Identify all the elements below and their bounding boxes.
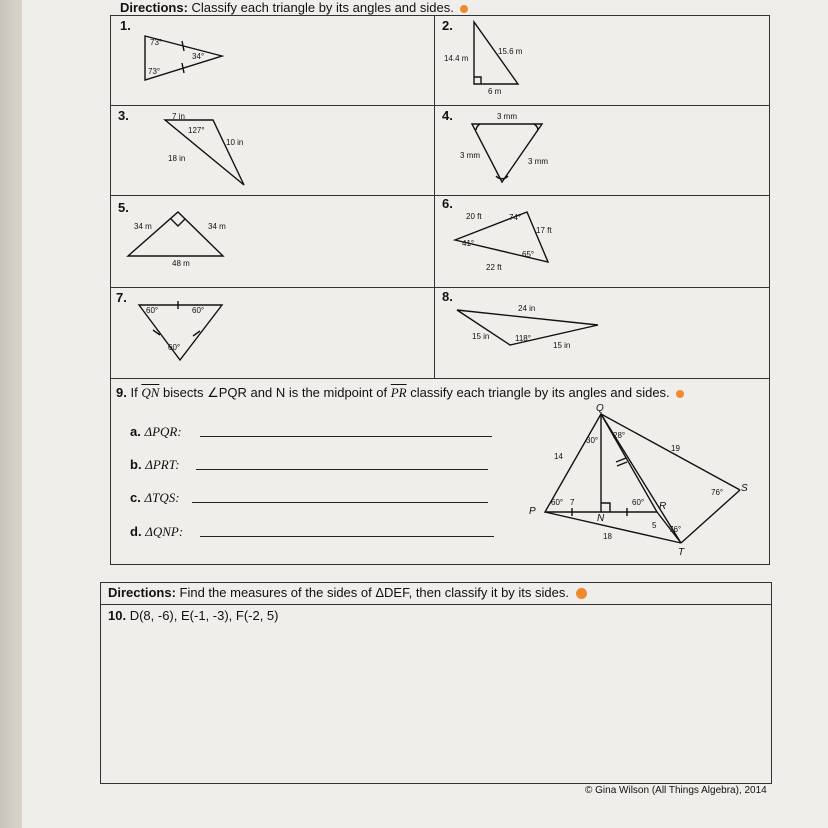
p6-side-22: 22 ft (486, 263, 502, 272)
p1-angle-73-bottom: 73° (148, 67, 161, 76)
q9-item-d-triangle: ΔQNP: (145, 524, 184, 539)
p8-side-24: 24 in (518, 304, 536, 313)
problem-2-number: 2. (442, 18, 453, 33)
problem-3-number: 3. (118, 108, 129, 123)
p1-angle-34: 34° (192, 52, 205, 61)
p4-side-right: 3 mm (528, 157, 548, 166)
directions-2-text: Find the measures of the sides of ΔDEF, then classify it by its sides. (179, 585, 569, 600)
fig9-Q: Q (596, 403, 604, 414)
p6-angle-65: 65° (522, 250, 535, 259)
q9-answer-line-a[interactable] (200, 436, 492, 437)
fig9-angle-76b: 76° (669, 525, 682, 534)
fig9-angle-76a: 76° (711, 488, 724, 497)
p2-side-6: 6 m (488, 87, 502, 96)
triangle-5 (128, 212, 223, 256)
problem-7-number: 7. (116, 290, 127, 305)
q9-text-pre: If (130, 385, 138, 400)
q9-answer-line-c[interactable] (192, 502, 488, 503)
problem-10-divider (100, 604, 772, 605)
fig9-angle-60a: 60° (551, 498, 564, 507)
q9-item-c (130, 490, 180, 506)
fig9-label-14: 14 (554, 452, 563, 461)
q9-text-mid: bisects ∠PQR and N is the midpoint of (163, 385, 388, 400)
q9-number: 9. (116, 385, 127, 400)
q9-item-a-triangle: ΔPQR: (144, 424, 182, 439)
problem-4-number: 4. (442, 108, 453, 123)
q10-points: D(8, -6), E(-1, -3), F(-2, 5) (129, 608, 279, 623)
p8-angle-118: 118° (515, 334, 531, 343)
q9-item-b-triangle: ΔPRT: (145, 457, 180, 472)
q9-item-b-label: b. (130, 457, 142, 472)
triangle-4 (472, 124, 542, 182)
q9-item-d (130, 524, 183, 540)
copyright-footer: © Gina Wilson (All Things Algebra), 2014 (585, 785, 767, 796)
q9-item-c-label: c. (130, 490, 141, 505)
p6-angle-74: 74° (509, 213, 522, 222)
q9-item-a-label: a. (130, 424, 141, 439)
figure-9 (545, 414, 740, 543)
fig9-T: T (678, 547, 685, 558)
fig9-label-18: 18 (603, 532, 612, 541)
p4-side-left: 3 mm (460, 151, 480, 160)
fig9-angle-28: 28° (613, 431, 626, 440)
orange-dot-icon (576, 588, 587, 599)
problem-6-number: 6. (442, 196, 453, 211)
p5-side-right: 34 m (208, 222, 226, 231)
question-10 (108, 608, 279, 623)
directions-2-heading (108, 585, 587, 600)
p3-side-18: 18 in (168, 154, 186, 163)
p1-angle-73-top: 73° (150, 38, 163, 47)
fig9-N: N (597, 513, 605, 524)
p2-side-14-4: 14.4 m (444, 54, 469, 63)
q9-answer-line-d[interactable] (200, 536, 494, 537)
q10-number: 10. (108, 608, 127, 623)
q9-segment-qn: $\overline{QN}$ (141, 385, 160, 400)
q9-item-d-label: d. (130, 524, 142, 539)
p7-angle-bottom: 60° (168, 343, 181, 352)
q9-item-b (130, 457, 180, 473)
p6-side-20: 20 ft (466, 212, 482, 221)
p4-side-top: 3 mm (497, 112, 517, 121)
p3-side-10: 10 in (226, 138, 244, 147)
fig9-label-19: 19 (671, 444, 680, 453)
fig9-label-5: 5 (652, 521, 657, 530)
p5-side-base: 48 m (172, 259, 190, 268)
fig9-label-7: 7 (570, 498, 575, 507)
q9-item-c-triangle: ΔTQS: (144, 490, 180, 505)
p2-side-15-6: 15.6 m (498, 47, 523, 56)
p3-angle-127: 127° (188, 126, 205, 135)
problem-8-number: 8. (442, 289, 453, 304)
fig9-R: R (659, 501, 667, 512)
q9-answer-line-b[interactable] (196, 469, 488, 470)
q9-item-a (130, 424, 182, 440)
fig9-S: S (741, 483, 748, 494)
q10-work-area[interactable] (102, 628, 770, 782)
fig9-angle-60b: 60° (632, 498, 645, 507)
problem-5-number: 5. (118, 200, 129, 215)
orange-dot-icon (676, 390, 684, 398)
directions-label: Directions: (120, 0, 188, 15)
problem-1-number: 1. (120, 18, 131, 33)
question-9 (116, 385, 684, 401)
p5-side-left: 34 m (134, 222, 152, 231)
p8-side-15-right: 15 in (553, 341, 571, 350)
fig9-P: P (529, 506, 536, 517)
p7-angle-left: 60° (146, 306, 159, 315)
p8-side-15-left: 15 in (472, 332, 490, 341)
p3-side-7: 7 in (172, 112, 185, 121)
p7-angle-right: 60° (192, 306, 205, 315)
directions-text: Classify each triangle by its angles and sides. (191, 0, 454, 15)
fig9-angle-30: 30° (586, 436, 599, 445)
p6-side-17: 17 ft (536, 226, 552, 235)
q9-text-post: classify each triangle by its angles and sides. (410, 385, 670, 400)
directions-2-label: Directions: (108, 585, 176, 600)
q9-segment-pr: $\overline{PR}$ (390, 385, 407, 400)
p6-angle-41: 41° (462, 239, 475, 248)
